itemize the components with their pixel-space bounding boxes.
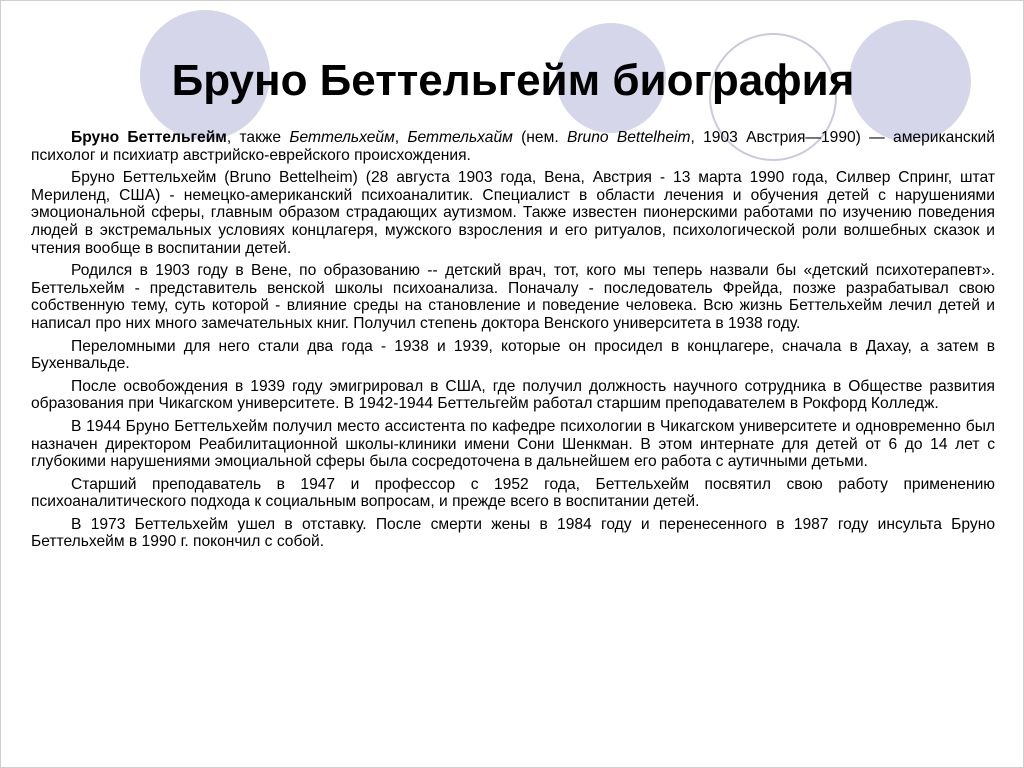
intro-alt-name-2: Беттельхайм [407,129,513,146]
intro-alt-name-1: Беттельхейм [289,129,395,146]
intro-german-name: Bruno Bettelheim [566,129,691,146]
paragraph: Переломными для него стали два года - 1938 и 1939, которые он просидел в концлагере, сначала в Дахау, а затем в Бухенвальде. [31,337,995,373]
paragraph: В 1944 Бруно Беттельхейм получил место ассистента по кафедре психологии в Чикагском университете и одновременно был назначен директором Реабилитационной школы-клиники имени Сони Шенкман. В этом интернате для детей от 6 до 14 лет с глубокими нарушениями эмоциальной сферы была сосредоточена в дальнейшем его работа с аутичными детьми. [31,417,995,471]
intro-text: , 1903 Австрия—1990) — американский психолог и психиатр австрийско-еврейского происхождения. [31,129,995,164]
intro-name: Бруно Беттельгейм [71,129,227,146]
intro-text: , [394,129,408,146]
intro-paragraph [31,129,995,164]
slide-body [31,129,995,556]
paragraph: Родился в 1903 году в Вене, по образованию -- детский врач, тот, кого мы теперь назвали бы «детский психотерапевт». Беттельхейм - представитель венской школы психоанализа. Поначалу - последователь Фрейда, позже разрабатывал свою собственную тему, суть которой - влияние среды на становление и поведение человека. Всю жизнь Беттельхейм лечил детей и написал про них много замечательных книг. Получил степень доктора Венского университета в 1938 году. [31,262,995,332]
paragraph: После освобождения в 1939 году эмигрировал в США, где получил должность научного сотрудника в Обществе развития образования при Чикагском университете. В 1942-1944 Беттельгейм работал старшим преподавателем в Рокфорд Колледж. [31,377,995,413]
paragraph: Бруно Беттельхейм (Bruno Bettelheim) (28 августа 1903 года, Вена, Австрия - 13 марта 1990 года, Силвер Спринг, штат Мериленд, США) - немецко-американский психоаналитик. Специалист в области лечения и обучения детей с нарушениями эмоциональной сферы, главным образом страдающих аутизмом. Также известен пионерскими работами по изучению поведения людей в экстремальных условиях концлагеря, мужского взросления и его ритуалов, психологической роли волшебных сказок и чтения вообще в воспитании детей. [31,169,995,257]
intro-text: (нем. [512,129,567,146]
intro-text: , также [226,129,290,146]
slide-title: Бруно Беттельгейм биография [171,56,855,105]
paragraph: В 1973 Беттельхейм ушел в отставку. После смерти жены в 1984 году и перенесенного в 1987 году инсульта Бруно Беттельхейм в 1990 г. покончил с собой. [31,515,995,551]
paragraph: Старший преподаватель в 1947 и профессор с 1952 года, Беттельхейм посвятил свою работу применению психоаналитического подхода к социальным вопросам, и прежде всего в воспитании детей. [31,475,995,511]
